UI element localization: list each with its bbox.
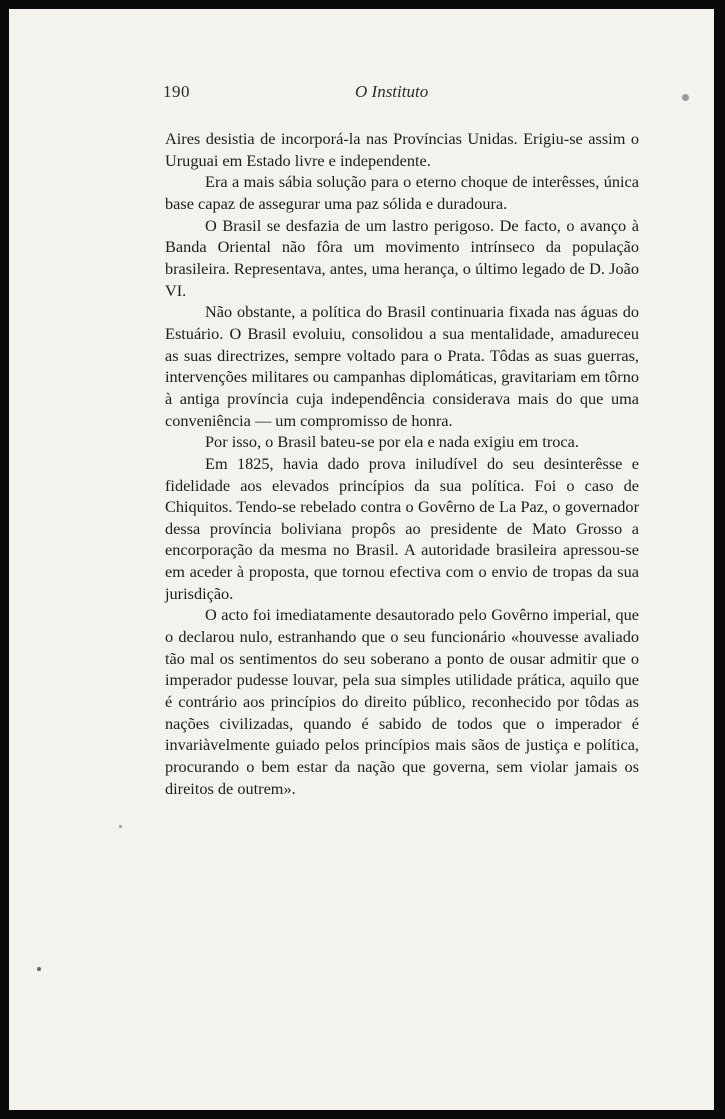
paragraph: Em 1825, havia dado prova iniludível do seu desinterêsse e fidelidade aos elevados princípios da sua política. Foi o caso de Chiquitos. Tendo-se rebelado contra o Govêrno de La Paz, o governador dessa província boliviana propôs ao presidente de Mato Grosso a encorporação da mesma no Brasil. A autoridade brasileira apressou-se em aceder à proposta, que tornou efectiva com o envio de tropas da sua jurisdição. bbox=[165, 453, 639, 603]
paragraph: O acto foi imediatamente desautorado pelo Govêrno imperial, que o declarou nulo, estranhando que o seu funcionário «houvesse avaliado tão mal os sentimentos do seu soberano a ponto de ousar admitir que o imperador pudesse louvar, pela sua simples utilidade prática, aquilo que é contrário aos princípios do direito público, reconhecido por tôdas as nações civilizadas, quando é sabido de todos que o imperador é invariàvelmente guiado pelos princípios mais sãos de justiça e política, procurando o bem estar da nação que governa, sem violar jamais os direitos de outrem». bbox=[165, 605, 639, 798]
paragraph: O Brasil se desfazia de um lastro perigoso. De facto, o avanço à Banda Oriental não fôra um movimento intrínseco da população brasileira. Representava, antes, uma herança, o último legado de D. João VI. bbox=[165, 215, 639, 300]
scan-speck bbox=[119, 825, 122, 828]
body-text bbox=[165, 128, 639, 799]
paragraph: Aires desistia de incorporá-la nas Províncias Unidas. Erigiu-se assim o Uruguai em Estado livre e independente. bbox=[165, 129, 639, 170]
scan-speck bbox=[37, 967, 41, 971]
paragraph: Era a mais sábia solução para o eterno choque de interêsses, única base capaz de assegurar uma paz sólida e duradoura. bbox=[165, 172, 639, 213]
paragraph: Por isso, o Brasil bateu-se por ela e nada exigiu em troca. bbox=[205, 432, 579, 452]
paragraph: Não obstante, a política do Brasil continuaria fixada nas águas do Estuário. O Brasil evoluiu, consolidou a sua mentalidade, amadureceu as suas directrizes, sempre voltado para o Prata. Tôdas as suas guerras, intervenções militares ou campanhas diplomáticas, gravitariam em tôrno à antiga província cuja independência considerava mais do que uma conveniência — um compromisso de honra. bbox=[165, 302, 639, 430]
running-head bbox=[163, 82, 641, 106]
page-number: 190 bbox=[163, 82, 190, 101]
scan-speck bbox=[682, 94, 689, 101]
running-title: O Instituto bbox=[355, 82, 429, 101]
